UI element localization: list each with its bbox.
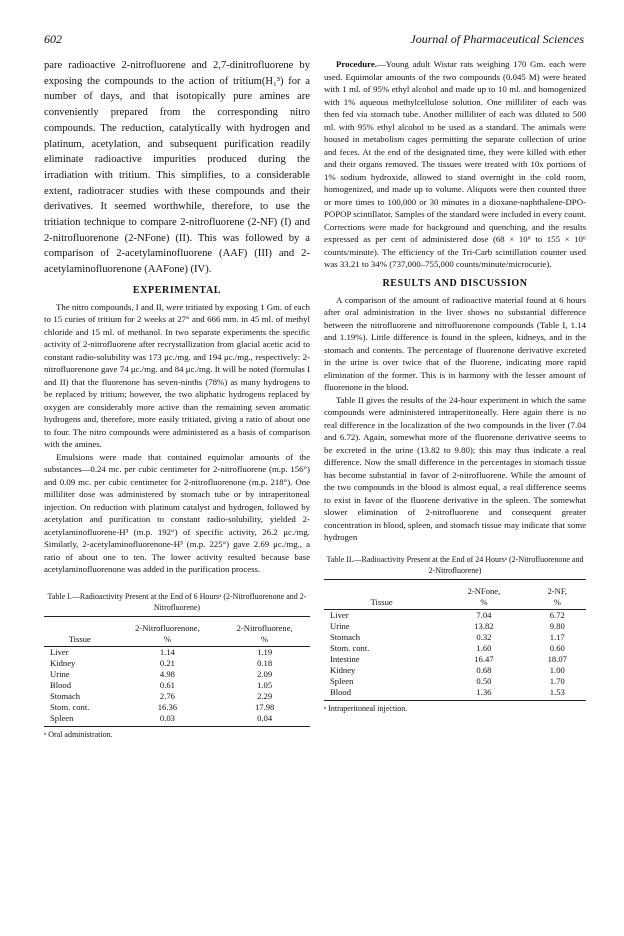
table-row: Liver 7.04 6.72	[330, 609, 565, 620]
table-row: Urine 13.82 9.80	[330, 620, 565, 631]
procedure-paragraph	[324, 58, 586, 271]
table-2-header-b: 2-NF,	[529, 579, 586, 597]
table-2	[324, 579, 586, 701]
table-row: Stom. cont. 16.36 17.98	[50, 701, 275, 712]
table-row: Urine 4.98 2.09	[50, 668, 273, 679]
table-row: Stomach 2.76 2.29	[50, 690, 273, 701]
table-2-header-tissue-spacer	[324, 579, 439, 597]
page-number: 602	[44, 32, 62, 46]
table-row: Intestine 16.47 18.07	[330, 653, 567, 664]
table-1-header-a-unit: %	[116, 634, 220, 647]
results-paragraph-2: Table II gives the results of the 24-hour experiment in which the same compounds were administered intraperitoneally. Here again there is no real difference in the localization of the two compounds in the liver (7.04 and 6.72). Again, somewhat more of the fluorenone derivative seems to be excreted in the urine (13.82 to 9.80); this may thus indicate a real difference. Now the small difference in the percentages in stomach tissue has become substantial in favor of 2-nitrofluorene. While the amount of the two compounds in the blood is almost equal, a real difference seems to exist in favor of the fluorene derivative in the spleen. The somewhat slower elimination of 2-nitrofluorene and consequent greater concentration in blood, spleen, and stomach tissue may indicate that some hydrogen	[324, 394, 586, 542]
table-row: Blood 1.36 1.53	[324, 687, 586, 701]
intro-paragraph: pare radioactive 2-nitrofluorene and 2,7-dinitrofluorene by exposing the compounds to the action of tritium(H₁³) for a number of days, and that isotopically pure amines are conveniently prepared from the corresponding nitro compounds. The reduction, catalytically with hydrogen and platinum, acetylation, and subsequent purification readily eliminate radioactive impurities produced during the irradiation with tritium. This simplifies, to a considerable extent, radiotracer studies with these compounds and their derivatives. It seemed worthwhile, therefore, to use the tritiation technique to compare 2-nitrofluorene (2-NF) (I) and 2-nitrofluorenone (2-NFone) (II). This was followed by a comparison of 2-acetylaminofluorene (AAF) (III) and 2-acetylaminofluorenone (AAFone) (IV).	[44, 60, 310, 276]
table-row: Spleen 0.03 0.04	[44, 713, 310, 727]
table-row: Liver 1.14 1.19	[50, 646, 273, 657]
experimental-paragraph-1: The nitro compounds, I and II, were tritiated by exposing 1 Gm. of each to 15 curies of tritium for 2 weeks at 27° and 666 mm. in 45 ml. of methyl chloride and 15 ml. of methanol. In two separate experiments the specific activity of 2-nitrofluorene after recrystallization from glacial acetic acid to constant radio-solubility was 173 μc./mg. and 194 μc./mg., respectively: 2-nitrofluorenone gave 74 μc./mg. and 84 μc./mg. It will be noted (formulas I and II) that the fluorenone has seven-ninths (78%) as many hydrogens to be replaced by tritium; however, the two aliphatic hydrogens replaced by oxygen are considerably more active than the remaining seven aromatic hydrogens and, therefore, more easily tritiated, giving a ratio of about one to four. The nitro compounds were administered as a basis of comparison with the amines.	[44, 301, 310, 450]
left-column	[44, 58, 310, 739]
table-1-header-b-unit: %	[219, 634, 310, 647]
table-2-header-a: 2-NFone,	[439, 579, 528, 597]
table-row: Stomach 0.32 1.17	[330, 631, 565, 642]
table-2-header-a-unit: %	[439, 597, 528, 610]
right-column	[324, 58, 586, 713]
table-2-footnote: ᵃ Intraperitoneal injection.	[324, 703, 408, 713]
table-2-header-b-unit: %	[529, 597, 586, 610]
table-row: Kidney 0.68 1.00	[330, 664, 565, 675]
table-1-header-a: 2-Nitrofluorenone,	[116, 616, 220, 634]
table-1-header-tissue-spacer	[44, 616, 116, 634]
page-header	[44, 32, 584, 48]
table-row: Blood 0.61 1.05	[50, 679, 273, 690]
experimental-paragraph-2: Emulsions were made that contained equimolar amounts of the substances—0.24 mc. per cubic centimeter for 2-nitrofluorene (m.p. 156°) and 0.09 mc. per cubic centimeter for 2-nitrofluorenone (m.p. 218°). One milliliter dose was administered by stomach tube or by intraperitoneal injection. On reduction with platinum catalyst and hydrogen, followed by acetylation and purification to constant radio-solubility, yielded 2-acetylaminofluorene-H³ (m.p. 192°) of specific activity, 26.2 μc./mg. Similarly, 2-acetylaminofluorenone-H³ (m.p. 225°) gave 2.69 μc./mg., a ratio of about one to ten. The lower activity resulted because base acetylaminofluorenone was added in the purification process.	[44, 451, 310, 575]
procedure-text: —Young adult Wistar rats weighing 170 Gm. each were used. Equimolar amounts of the two compounds (0.045 M) were heated with 1 ml. of 95% ethyl alcohol and made up to 10 ml. and homogenized with 1% aqueous methylcellulose solution. One milliliter of each was then fed via stomach tube. Another milliliter of each was diluted to 500 ml. with 95% ethyl alcohol to be used as a standard. The animals were housed in metabolism cages permitting the separate collection of urine and feces. At the end of the designated time, they were killed with ether and their organs removed. The tissues were treated with 10x portions of 1% sodium hydroxide, allowed to stand overnight in the cold room, homogenized, and made up to volume. Aliquots were then counted three or more times to 100,000 or 30 minutes in a dioxane-naphthalene-DPO-POPOP scintillator. Samples of the standard were included in every count. Corrections were made for background and quenching, and the results expressed as per cent of administered dose (68 × 10⁶ to 155 × 10⁶ counts/minute). The efficiency of the Tri-Carb scintillation counter used was 33.21 to 34% (737,000–755,000 counts/minute/microcurie).	[324, 59, 586, 269]
table-2-caption: Table II.—Radioactivity Present at the End of 24 Hoursᵃ (2-Nitrofluorenone and 2-Nitrofluorene)	[326, 554, 584, 575]
results-heading: RESULTS AND DISCUSSION	[382, 277, 528, 289]
table-row: Kidney 0.21 0.18	[50, 657, 273, 668]
table-2-header-tissue: Tissue	[324, 597, 439, 610]
journal-title: Journal of Pharmaceutical Sciences	[410, 32, 584, 46]
experimental-heading: EXPERIMENTAL	[132, 284, 222, 296]
procedure-title: Procedure.	[336, 59, 377, 69]
table-row: Spleen 0.50 1.70	[330, 675, 565, 686]
table-1	[44, 616, 310, 727]
table-1-caption: Table I.—Radioactivity Present at the End of 6 Hoursᵃ (2-Nitrofluorenone and 2-Nitrofluorene)	[47, 591, 307, 612]
results-paragraph-1: A comparison of the amount of radioactive material found at 6 hours after oral administration in the liver shows no substantial difference between the nitrofluorene and nitrofluorenone compounds (Table I, 1.14 and 1.19%). Little difference is found in the spleen, kidneys, and in the stomach and contents. The percentage of fluorenone derivative excreted in the urine is over twice that of the fluorene, indicating more rapid elimination of the former. This is in harmony with the lesser amount of fluorenone in the blood.	[324, 294, 586, 392]
table-1-header-tissue: Tissue	[44, 634, 116, 647]
table-1-footnote: ᵃ Oral administration.	[44, 729, 113, 739]
table-row: Stom. cont. 1.60 0.60	[330, 642, 565, 653]
table-1-header-b: 2-Nitrofluorene,	[219, 616, 310, 634]
